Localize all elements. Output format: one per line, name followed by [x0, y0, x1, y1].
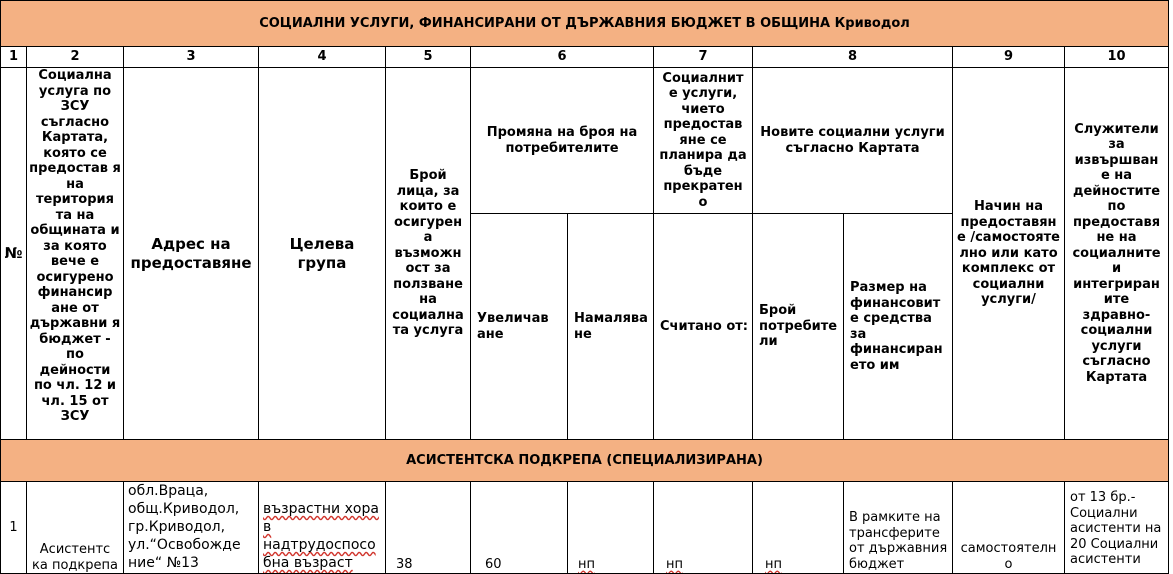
header-no: № [0, 68, 27, 440]
column-number-8: 8 [753, 47, 953, 68]
row-from-date-text: нп [666, 556, 683, 572]
column-number-3: 3 [124, 47, 259, 68]
header-target-group: Целева група [259, 68, 386, 440]
row-increase: 60 [471, 482, 568, 574]
row-from-date [654, 482, 753, 574]
row-no: 1 [0, 482, 27, 574]
row-staff: от 13 бр.- Социални асистенти на 20 Социални асистенти [1065, 482, 1169, 574]
column-number-6: 6 [471, 47, 654, 68]
header-terminated-services: Социалнит е услуги, чието предостав яне се планира да бъде прекратен о [654, 68, 753, 214]
column-number-5: 5 [386, 47, 471, 68]
header-social-service: Социална услуга по ЗСУ съгласно Картата, която се предостав я на територия та на общината и за която вече е осигурено финансир ане от държавни я бюджет - по дейности по чл. 12 и чл. 15 от ЗСУ [27, 68, 124, 440]
header-address: Адрес на предоставяне [124, 68, 259, 440]
column-number-2: 2 [27, 47, 124, 68]
header-provision-method: Начин на предоставян е /самостояте лно или като комплекс от социални услуги/ [953, 68, 1065, 440]
header-decrease: Намалява не [568, 214, 654, 440]
row-address: обл.Враца, общ.Криводол, гр.Криводол, ул.“Освобожде ние“ №13 [124, 482, 259, 574]
header-change-users: Промяна на броя на потребителите [471, 68, 654, 214]
row-decrease-text: нп [578, 556, 595, 572]
header-increase: Увеличав ане [471, 214, 568, 440]
header-users-count: Брой потребите ли [753, 214, 844, 440]
row-service: Асистентс ка подкрепа [27, 482, 124, 574]
column-number-10: 10 [1065, 47, 1169, 68]
row-decrease [568, 482, 654, 574]
column-number-1: 1 [0, 47, 27, 68]
row-users-count-text: нп [765, 556, 782, 572]
row-target-group-text: възрастни хора в надтрудоспосо бна възраст [263, 501, 379, 571]
section-title: АСИСТЕНТСКА ПОДКРЕПА (СПЕЦИАЛИЗИРАНА) [0, 440, 1169, 482]
row-users-count [753, 482, 844, 574]
column-number-9: 9 [953, 47, 1065, 68]
header-funding-size: Размер на финансовит е средства за финансиран ето им [844, 214, 953, 440]
header-from-date: Считано от: [654, 214, 753, 440]
row-capacity: 38 [386, 482, 471, 574]
row-provision-method: самостоятелн о [953, 482, 1065, 574]
table-title: СОЦИАЛНИ УСЛУГИ, ФИНАНСИРАНИ ОТ ДЪРЖАВНИЯ БЮДЖЕТ В ОБЩИНА Криводол [0, 0, 1169, 47]
row-funding-size: В рамките на трансферите от държавния бюджет [844, 482, 953, 574]
column-number-4: 4 [259, 47, 386, 68]
header-capacity: Брой лица, за които е осигурен а възможн ост за ползване на социална та услуга [386, 68, 471, 440]
header-new-services: Новите социални услуги съгласно Картата [753, 68, 953, 214]
header-staff: Служители за извършван е на дейностите по предоставя не на социалните и интегриран ите здравно-социални услуги съгласно Картата [1065, 68, 1169, 440]
column-number-7: 7 [654, 47, 753, 68]
row-target-group [259, 482, 386, 574]
